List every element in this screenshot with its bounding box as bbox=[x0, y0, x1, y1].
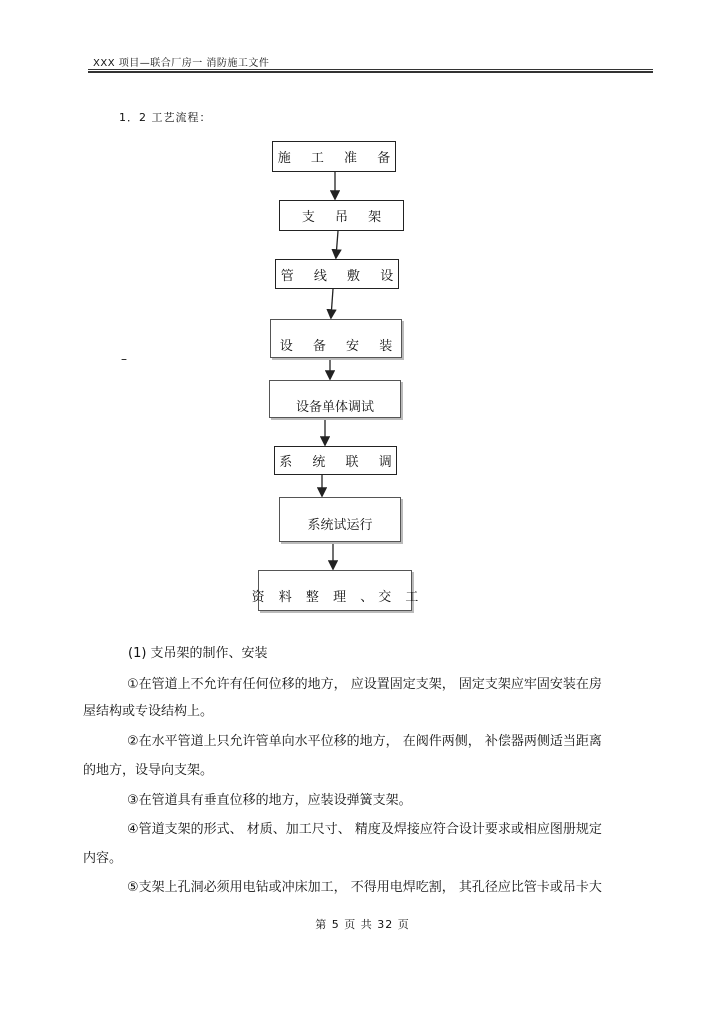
body-item-1-line-2: 屋结构或专设结构上。 bbox=[83, 704, 214, 719]
flow-arrow-3 bbox=[331, 289, 333, 317]
flow-step-5: 设备单体调试 bbox=[269, 380, 401, 418]
page-footer: 第 5 页 共 32 页 bbox=[315, 918, 410, 931]
flow-step-7: 系统试运行 bbox=[279, 497, 401, 542]
body-item-5-line-1: ⑤支架上孔洞必须用电钻或冲床加工， 不得用电焊吃割， 其孔径应比管卡或吊卡大 bbox=[127, 880, 602, 895]
flow-step-4: 设 备 安 装 bbox=[270, 319, 402, 358]
flow-step-6: 系 统 联 调 bbox=[274, 446, 397, 475]
body-subheading: (1) 支吊架的制作、安装 bbox=[128, 646, 268, 661]
body-item-4-line-2: 内容。 bbox=[83, 851, 123, 866]
section-heading: 1．2 工艺流程： bbox=[119, 111, 212, 124]
body-item-1-line-1: ①在管道上不允许有任何位移的地方， 应设置固定支架， 固定支架应牢固安装在房 bbox=[127, 677, 602, 692]
body-item-2-line-1: ②在水平管道上只允许管单向水平位移的地方， 在阀件两侧， 补偿器两侧适当距离 bbox=[127, 734, 602, 749]
body-item-3-line-1: ③在管道具有垂直位移的地方，应装设弹簧支架。 bbox=[127, 793, 412, 808]
flow-step-3: 管 线 敷 设 bbox=[275, 259, 399, 289]
flow-step-8: 资 料 整 理 、交 工 bbox=[258, 570, 412, 611]
flow-step-1: 施 工 准 备 bbox=[272, 141, 396, 172]
body-item-4-line-1: ④管道支架的形式、 材质、加工尺寸、 精度及焊接应符合设计要求或相应图册规定 bbox=[127, 822, 602, 837]
flow-step-2: 支 吊 架 bbox=[279, 200, 404, 231]
body-item-2-line-2: 的地方，设导向支架。 bbox=[83, 763, 214, 778]
stray-mark: – bbox=[121, 352, 127, 366]
flow-arrow-2 bbox=[336, 231, 338, 257]
running-header: XXX 项目—联合厂房一 消防施工文件 bbox=[93, 58, 270, 69]
